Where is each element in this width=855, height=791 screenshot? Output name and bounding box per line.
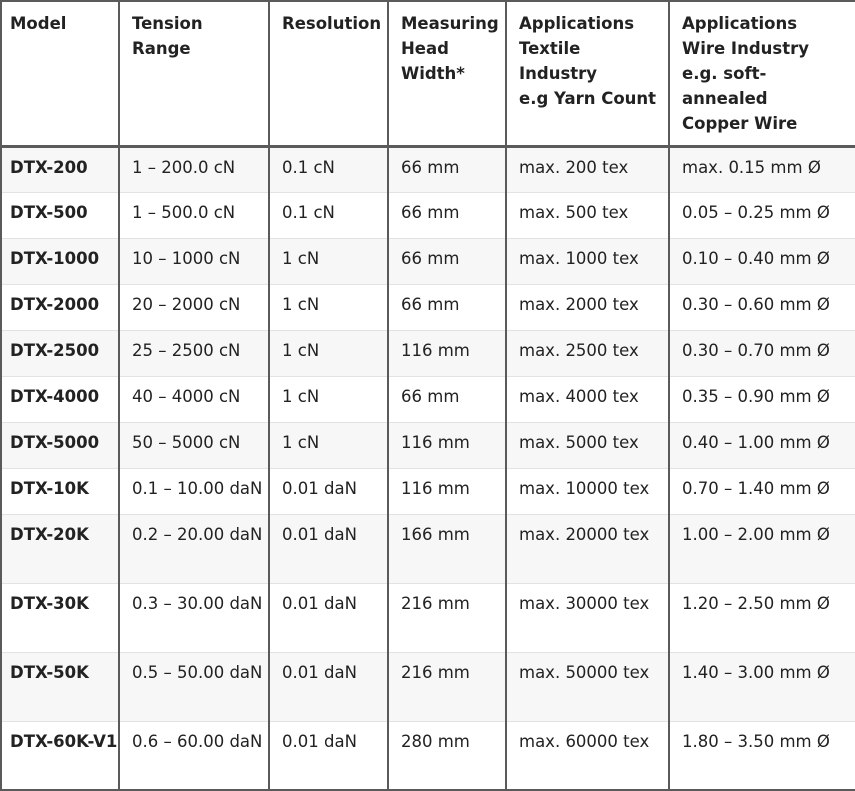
- cell-model: DTX-500: [1, 192, 119, 238]
- cell-model: DTX-10K: [1, 468, 119, 514]
- cell-resolution: 0.01 daN: [269, 721, 388, 790]
- cell-resolution: 1 cN: [269, 284, 388, 330]
- cell-head-width: 216 mm: [388, 652, 506, 721]
- cell-textile: max. 2500 tex: [506, 330, 669, 376]
- cell-wire: 0.30 – 0.60 mm Ø: [669, 284, 855, 330]
- cell-wire: 0.40 – 1.00 mm Ø: [669, 422, 855, 468]
- cell-textile: max. 20000 tex: [506, 514, 669, 583]
- cell-tension-range: 0.2 – 20.00 daN: [119, 514, 269, 583]
- header-tension-range: Tension Range: [119, 1, 269, 146]
- cell-textile: max. 30000 tex: [506, 583, 669, 652]
- cell-tension-range: 0.3 – 30.00 daN: [119, 583, 269, 652]
- cell-head-width: 280 mm: [388, 721, 506, 790]
- cell-model: DTX-30K: [1, 583, 119, 652]
- cell-wire: 0.10 – 0.40 mm Ø: [669, 238, 855, 284]
- cell-wire: 1.80 – 3.50 mm Ø: [669, 721, 855, 790]
- cell-wire: 0.05 – 0.25 mm Ø: [669, 192, 855, 238]
- cell-head-width: 216 mm: [388, 583, 506, 652]
- cell-wire: 0.30 – 0.70 mm Ø: [669, 330, 855, 376]
- cell-textile: max. 50000 tex: [506, 652, 669, 721]
- header-textile-applications: Applications Textile Industry e.g Yarn Count: [506, 1, 669, 146]
- cell-tension-range: 0.5 – 50.00 daN: [119, 652, 269, 721]
- cell-model: DTX-5000: [1, 422, 119, 468]
- cell-wire: 1.40 – 3.00 mm Ø: [669, 652, 855, 721]
- cell-tension-range: 40 – 4000 cN: [119, 376, 269, 422]
- cell-resolution: 1 cN: [269, 238, 388, 284]
- cell-wire: 0.70 – 1.40 mm Ø: [669, 468, 855, 514]
- cell-tension-range: 1 – 200.0 cN: [119, 146, 269, 192]
- cell-model: DTX-50K: [1, 652, 119, 721]
- cell-wire: 1.00 – 2.00 mm Ø: [669, 514, 855, 583]
- cell-textile: max. 2000 tex: [506, 284, 669, 330]
- table-row: [1, 192, 855, 238]
- cell-textile: max. 1000 tex: [506, 238, 669, 284]
- cell-resolution: 1 cN: [269, 330, 388, 376]
- cell-resolution: 0.1 cN: [269, 192, 388, 238]
- cell-resolution: 1 cN: [269, 376, 388, 422]
- cell-head-width: 66 mm: [388, 146, 506, 192]
- header-measuring-head-width: Measuring Head Width*: [388, 1, 506, 146]
- table-row: [1, 284, 855, 330]
- cell-resolution: 0.1 cN: [269, 146, 388, 192]
- cell-model: DTX-2500: [1, 330, 119, 376]
- table-row: [1, 238, 855, 284]
- cell-tension-range: 1 – 500.0 cN: [119, 192, 269, 238]
- cell-tension-range: 50 – 5000 cN: [119, 422, 269, 468]
- cell-model: DTX-200: [1, 146, 119, 192]
- table-row: [1, 376, 855, 422]
- cell-head-width: 166 mm: [388, 514, 506, 583]
- cell-head-width: 66 mm: [388, 192, 506, 238]
- cell-model: DTX-2000: [1, 284, 119, 330]
- header-resolution: Resolution: [269, 1, 388, 146]
- cell-head-width: 116 mm: [388, 468, 506, 514]
- cell-textile: max. 4000 tex: [506, 376, 669, 422]
- cell-textile: max. 60000 tex: [506, 721, 669, 790]
- cell-tension-range: 20 – 2000 cN: [119, 284, 269, 330]
- cell-model: DTX-20K: [1, 514, 119, 583]
- cell-textile: max. 5000 tex: [506, 422, 669, 468]
- cell-tension-range: 10 – 1000 cN: [119, 238, 269, 284]
- cell-wire: max. 0.15 mm Ø: [669, 146, 855, 192]
- header-row: [1, 1, 855, 146]
- cell-model: DTX-4000: [1, 376, 119, 422]
- cell-head-width: 116 mm: [388, 422, 506, 468]
- cell-head-width: 66 mm: [388, 376, 506, 422]
- cell-resolution: 0.01 daN: [269, 514, 388, 583]
- cell-textile: max. 500 tex: [506, 192, 669, 238]
- cell-tension-range: 0.6 – 60.00 daN: [119, 721, 269, 790]
- cell-model: DTX-1000: [1, 238, 119, 284]
- cell-resolution: 0.01 daN: [269, 468, 388, 514]
- cell-wire: 0.35 – 0.90 mm Ø: [669, 376, 855, 422]
- cell-textile: max. 200 tex: [506, 146, 669, 192]
- cell-resolution: 0.01 daN: [269, 652, 388, 721]
- table-row: [1, 652, 855, 721]
- cell-resolution: 0.01 daN: [269, 583, 388, 652]
- cell-wire: 1.20 – 2.50 mm Ø: [669, 583, 855, 652]
- cell-tension-range: 0.1 – 10.00 daN: [119, 468, 269, 514]
- cell-head-width: 66 mm: [388, 238, 506, 284]
- cell-textile: max. 10000 tex: [506, 468, 669, 514]
- table-row: [1, 514, 855, 583]
- cell-model: DTX-60K-V1: [1, 721, 119, 790]
- cell-resolution: 1 cN: [269, 422, 388, 468]
- table-row: [1, 583, 855, 652]
- table-row: [1, 146, 855, 192]
- header-wire-applications: Applications Wire Industry e.g. soft-annealed Copper Wire: [669, 1, 855, 146]
- table-row: [1, 422, 855, 468]
- cell-head-width: 116 mm: [388, 330, 506, 376]
- cell-tension-range: 25 – 2500 cN: [119, 330, 269, 376]
- table-row: [1, 330, 855, 376]
- header-model: Model: [1, 1, 119, 146]
- table-row: [1, 468, 855, 514]
- cell-head-width: 66 mm: [388, 284, 506, 330]
